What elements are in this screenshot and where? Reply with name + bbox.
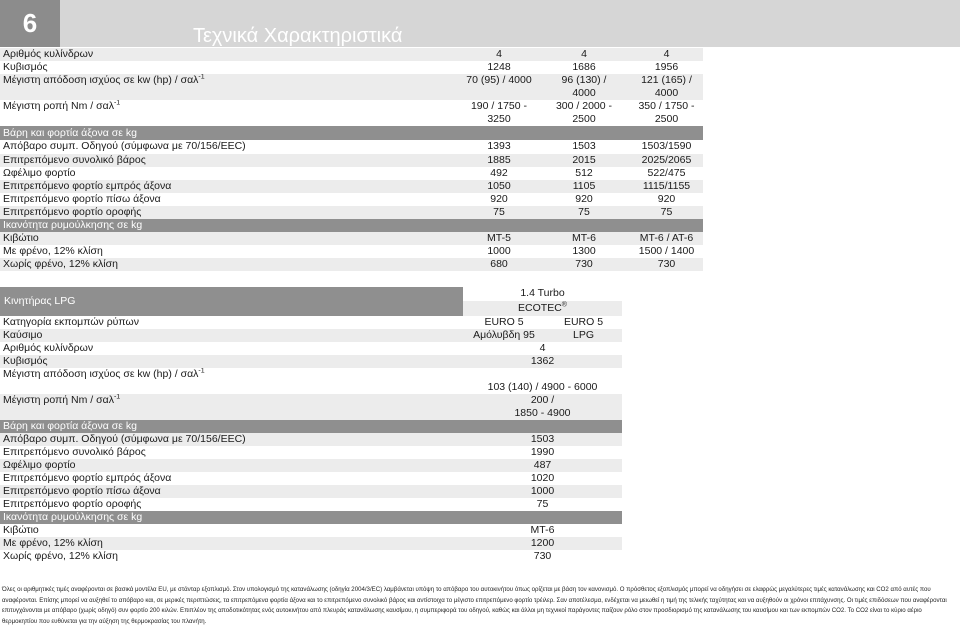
- value-cell: 200 /: [530, 394, 555, 406]
- value-cell: 487: [533, 459, 552, 471]
- row-label-text: Επιτρεπόμενο φορτίο οροφής: [3, 206, 142, 218]
- table-row: [0, 485, 622, 498]
- value-cell: LPG: [572, 329, 594, 341]
- row-label: [3, 48, 93, 61]
- value-cell: 70 (95) / 4000: [466, 74, 532, 86]
- chapter-number: 6: [0, 0, 60, 47]
- table-row: [0, 394, 622, 420]
- row-label-text: Κυβισμός: [3, 61, 48, 73]
- value-cell: 1000: [530, 485, 555, 497]
- engine-subtitle-text: ECOTEC: [518, 302, 562, 314]
- value-cell: 75: [660, 206, 673, 218]
- value-cell: 1393: [487, 140, 511, 152]
- unit-superscript: -1: [113, 394, 121, 401]
- header-band: [0, 0, 960, 47]
- table-row: [0, 48, 703, 61]
- value-cell: 103 (140) / 4900 - 6000: [487, 381, 598, 393]
- value-cell: 1885: [487, 154, 511, 166]
- row-label: [3, 258, 118, 271]
- value-cell: 1300: [572, 245, 596, 257]
- registered-mark: ®: [561, 301, 567, 309]
- row-label-text: Μέγιστη απόδοση ισχύος σε kw (hp) / σαλ: [3, 74, 199, 86]
- table-row: [0, 245, 703, 258]
- value-cell: 1200: [530, 537, 555, 549]
- section-band: [0, 511, 622, 524]
- row-label: [3, 232, 39, 245]
- row-label-text: Μέγιστη ροπή Nm / σαλ: [3, 394, 114, 406]
- table-row: [0, 459, 622, 472]
- section-title: Ικανότητα ρυμούλκησης σε kg: [3, 511, 143, 523]
- value-cell: 1850 - 4900: [514, 407, 571, 419]
- row-label-text: Ωφέλιμο φορτίο: [3, 167, 76, 179]
- value-cell: 350 / 1750 - 2500: [638, 100, 695, 125]
- row-label-text: Μέγιστη ροπή Nm / σαλ: [3, 100, 114, 112]
- row-label-text: Επιτρεπόμενο φορτίο εμπρός άξονα: [3, 180, 172, 192]
- page-title: Τεχνικά Χαρακτηριστικά: [193, 25, 403, 47]
- row-label: [3, 193, 161, 206]
- value-cell: 2015: [572, 154, 596, 166]
- section-title: Βάρη και φορτία άξονα σε kg: [3, 127, 137, 139]
- unit-superscript: -1: [113, 100, 121, 107]
- value-cell: 4: [581, 48, 587, 60]
- value-cell: 730: [575, 258, 593, 270]
- table-row: [0, 140, 703, 154]
- value-cell: 492: [490, 167, 508, 179]
- row-label: Επιτρεπόμενο φορτίο οροφής: [3, 498, 142, 510]
- row-label: [3, 154, 146, 167]
- row-label-text: Αριθμός κυλίνδρων: [3, 48, 94, 60]
- row-label-text: Επιτρεπόμενο φορτίο πίσω άξονα: [3, 193, 161, 205]
- row-label-text: Απόβαρο συμπ. Οδηγού (σύμφωνα με 70/156/EEC): [3, 140, 246, 152]
- row-label: Κιβώτιο: [3, 524, 39, 536]
- section-band: [0, 420, 622, 433]
- value-cell: 680: [490, 258, 508, 270]
- value-cell: 920: [490, 193, 508, 205]
- value-cell: EURO 5: [484, 316, 524, 328]
- table-row: [0, 433, 622, 446]
- value-cell: 522/475: [647, 167, 686, 179]
- value-cell: 730: [533, 550, 552, 562]
- value-cell: 730: [657, 258, 676, 270]
- footnote: Όλες οι αριθμητικές τιμές αναφέρονται σε βασικά μοντέλα EU, με στάνταρ εξοπλισμό. Στον υπολογισμό της κατανάλωσης (οδηγία 2004/3/EC) λαμβάνεται υπόψη το απόβαρο του αυτοκινήτου όπως ορίζεται με βάση τον κανονισμό. Ο πρόσθετος εξοπλισμός μπορεί να οδηγήσει σε ελαφρώς μεγαλύτερες τιμές κατανάλωσης και CO2 από αυτές που αναφέρονται. Επίσης μπορεί να αυξηθεί το απόβαρο και, σε μερικές περιπτώσεις, τα επιτρεπόμενα φορτία άξονα και το επιτρεπόμενο συνολικό βάρος και αντίστοιχα το μέγιστο επιτρεπόμενο φορτίο τρέιλερ. Σαν αποτέλεσμα, ενδέχεται να μειωθεί η τιμή της τελικής ταχύτητας και να αυξηθούν οι χρόνοι επιτάχυνσης. Οι τιμές επιδόσεων που αναφέρονται επιτυγχάνονται με απόβαρο (χωρίς οδηγό) συν φορτίο 200 κιλών. Επιπλέον της αποδοτικότητας ενός αυτοκινήτου από πλευράς κατανάλωσης καυσίμου, η συμπεριφορά του οδηγού, καθώς και άλλοι μη τεχνικοί παράγοντες παίζουν ρόλο στον προσδιορισμό της κατανάλωσης του καυσίμου και των εκπομπών CO2. Το CO2 είναι το κύριο αέριο θερμοκηπίου που ευθύνεται για την αύξηση της θερμοκρασίας του πλανήτη.: [2, 586, 947, 625]
- row-label: Κατηγορία εκπομπών ρύπων: [3, 316, 139, 328]
- section-title: Βάρη και φορτία άξονα σε kg: [3, 420, 137, 432]
- row-label-text: Επιτρεπόμενο συνολικό βάρος: [3, 154, 146, 166]
- table-row: [0, 342, 622, 355]
- value-cell: 1248: [487, 61, 511, 73]
- row-label: Απόβαρο συμπ. Οδηγού (σύμφωνα με 70/156/EEC): [3, 433, 246, 445]
- value-cell: Αμόλυβδη 95: [473, 329, 535, 341]
- row-label-text: Μέγιστη απόδοση ισχύος σε kw (hp) / σαλ: [3, 368, 199, 380]
- value-cell: 4: [663, 48, 670, 60]
- row-label: Επιτρεπόμενο συνολικό βάρος: [3, 446, 146, 458]
- row-label-text: Κιβώτιο: [3, 232, 39, 244]
- value-cell: 190 / 1750 - 3250: [470, 100, 528, 125]
- row-label: [3, 100, 120, 113]
- value-cell: 1956: [654, 61, 679, 73]
- value-cell: 920: [575, 193, 593, 205]
- table-row: [0, 232, 703, 245]
- row-label: [3, 368, 205, 381]
- value-cell: 1503/1590: [641, 140, 692, 152]
- engine-subtitle: [463, 301, 622, 316]
- table-row: [0, 167, 703, 180]
- table-row: [0, 355, 622, 368]
- table-row: [0, 258, 703, 271]
- table-row: [0, 180, 703, 193]
- table-row: [0, 368, 622, 394]
- table-row: [0, 446, 622, 459]
- row-label-text: Χωρίς φρένο, 12% κλίση: [3, 258, 118, 270]
- table-row: [0, 524, 622, 537]
- row-label: [3, 394, 120, 407]
- section-title: Ικανότητα ρυμούλκησης σε kg: [3, 219, 143, 231]
- value-cell: 1503: [530, 433, 555, 445]
- value-cell: MT-6: [530, 524, 555, 536]
- value-cell: 1000: [487, 245, 511, 257]
- value-cell: MT-6: [572, 232, 596, 244]
- value-cell: 96 (130) / 4000: [561, 74, 607, 99]
- row-label: Ωφέλιμο φορτίο: [3, 459, 76, 471]
- row-label: Επιτρεπόμενο φορτίο πίσω άξονα: [3, 485, 161, 497]
- table-row: [0, 154, 703, 167]
- value-cell: 1020: [530, 472, 555, 484]
- value-cell: 121 (165) / 4000: [641, 74, 692, 99]
- value-cell: 1050: [487, 180, 511, 192]
- row-label: Επιτρεπόμενο φορτίο εμπρός άξονα: [3, 472, 172, 484]
- value-cell: 920: [657, 193, 676, 205]
- value-cell: 1990: [530, 446, 555, 458]
- row-label: Με φρένο, 12% κλίση: [3, 537, 103, 549]
- row-label: [3, 140, 246, 153]
- value-cell: MT-6 / AT-6: [639, 232, 694, 244]
- section-band: [0, 126, 703, 140]
- value-cell: 1105: [572, 180, 596, 192]
- row-label: Καύσιμο: [3, 329, 43, 341]
- value-cell: 1362: [530, 355, 555, 367]
- engine-label: Κινητήρας LPG: [0, 287, 463, 316]
- row-label: [3, 74, 205, 87]
- value-cell: MT-5: [487, 232, 511, 244]
- row-label: [3, 206, 141, 219]
- value-cell: 300 / 2000 - 2500: [555, 100, 613, 125]
- value-cell: 75: [536, 498, 549, 510]
- value-cell: 512: [575, 167, 593, 179]
- row-label: [3, 180, 171, 193]
- value-cell: 4: [539, 342, 546, 354]
- engine-name: 1.4 Turbo: [520, 287, 565, 299]
- value-cell: 75: [493, 206, 505, 218]
- unit-superscript: -1: [198, 368, 205, 375]
- row-label-text: Με φρένο, 12% κλίση: [3, 245, 103, 257]
- value-cell: 1115/1155: [642, 180, 691, 192]
- row-label: [3, 245, 103, 258]
- value-cell: 1686: [572, 61, 596, 73]
- value-cell: 2025/2065: [641, 154, 692, 166]
- row-label: Αριθμός κυλίνδρων: [3, 342, 94, 354]
- table-row: [0, 329, 622, 342]
- row-label: [3, 167, 76, 180]
- table-row: [0, 550, 622, 563]
- value-cell: 1500 / 1400: [638, 245, 695, 257]
- table-row: [0, 193, 703, 206]
- value-cell: 4: [496, 48, 502, 60]
- unit-superscript: -1: [198, 74, 205, 81]
- table-row: [0, 74, 703, 100]
- table-row: [0, 537, 622, 550]
- table-row: [0, 61, 703, 74]
- section-band: [0, 219, 703, 232]
- value-cell: 1503: [572, 140, 596, 152]
- table-row: [0, 100, 703, 126]
- value-cell: 75: [578, 206, 590, 218]
- table-row: [0, 498, 622, 511]
- row-label: [3, 61, 48, 74]
- row-label: Χωρίς φρένο, 12% κλίση: [3, 550, 118, 562]
- row-label: Κυβισμός: [3, 355, 48, 367]
- value-cell: EURO 5: [563, 316, 604, 328]
- table-row: [0, 472, 622, 485]
- table-row: [0, 316, 622, 329]
- table-row: [0, 206, 703, 219]
- engine-header-row: [0, 287, 622, 316]
